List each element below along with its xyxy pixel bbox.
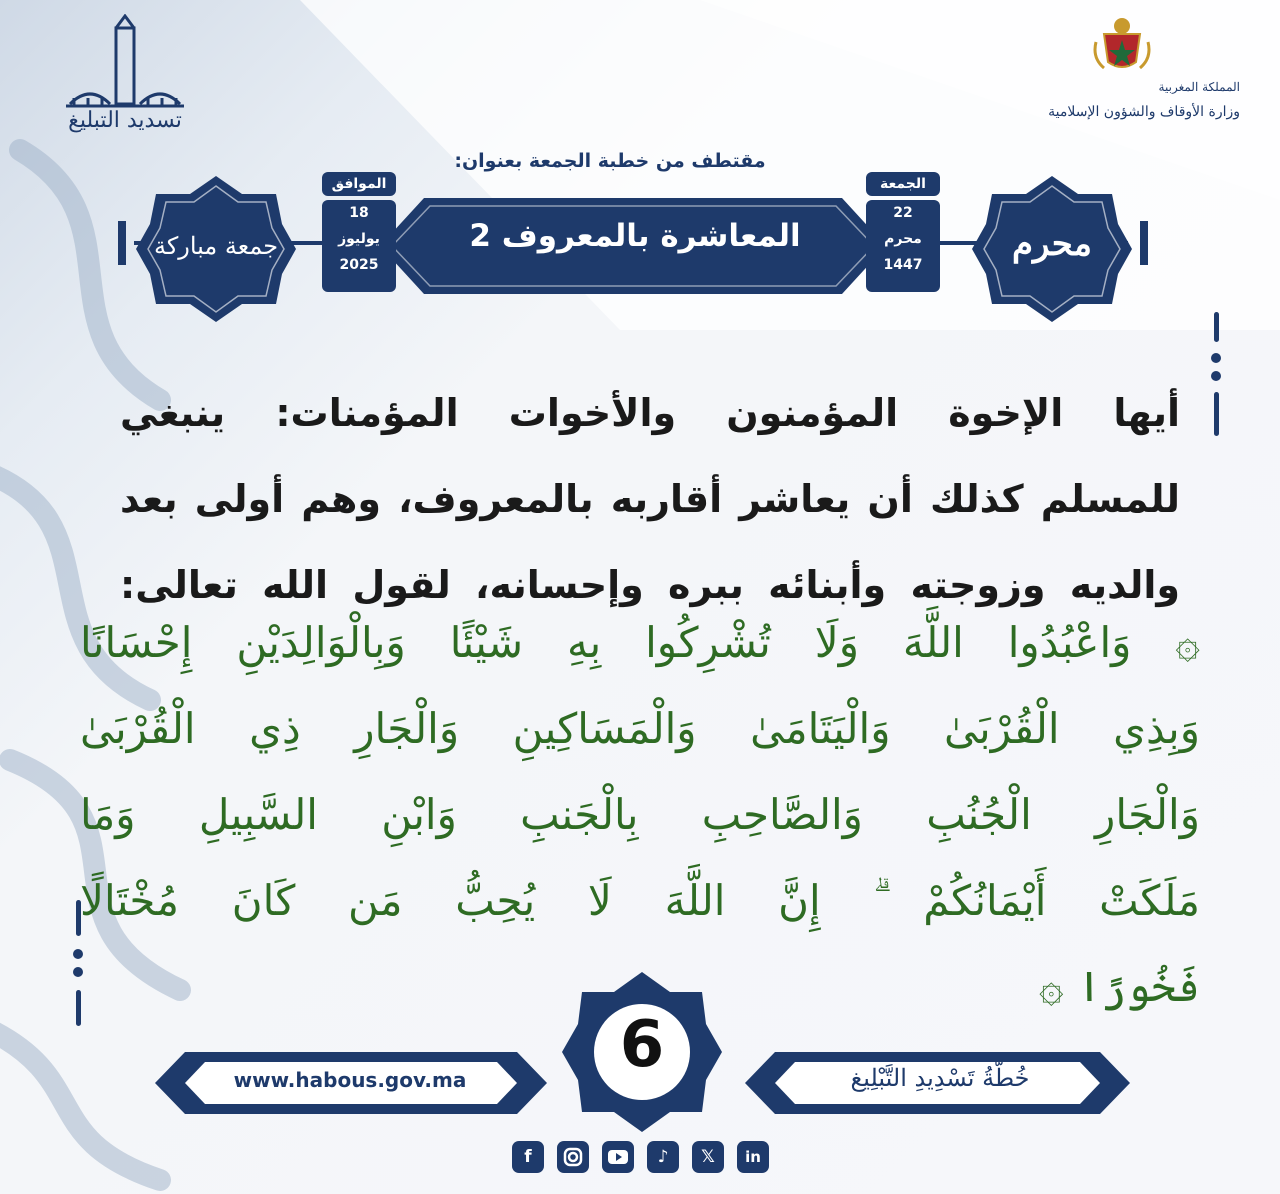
website-link[interactable]: www.habous.gov.ma bbox=[233, 1068, 467, 1092]
youtube-icon[interactable] bbox=[602, 1141, 634, 1173]
verse-line: وَالْجَارِ الْجُنُبِ وَالصَّاحِبِ بِالْجَنبِ وَابْنِ السَّبِيلِ وَمَا bbox=[80, 790, 1200, 839]
hijri-month: محرم bbox=[884, 231, 922, 247]
paragraph-line: أيها الإخوة المؤمنون والأخوات المؤمنات: ينبغي bbox=[120, 391, 1180, 435]
verse-line: وَبِذِي الْقُرْبَىٰ وَالْيَتَامَىٰ وَالْمَسَاكِينِ وَالْجَارِ ذِي الْقُرْبَىٰ bbox=[80, 704, 1200, 753]
gregorian-day: 18 bbox=[349, 205, 369, 221]
gregorian-label: الموافق bbox=[322, 172, 396, 196]
brand-name-left: تسديد التبليغ bbox=[68, 108, 182, 133]
gregorian-date bbox=[322, 200, 396, 292]
verse-line: مَلَكَتْ أَيْمَانُكُمْ ۗ إِنَّ اللَّهَ لَا يُحِبُّ مَن كَانَ مُخْتَالًا bbox=[80, 876, 1200, 925]
paragraph-line: والديه وزوجته وأبنائه ببره وإحسانه، لقول الله تعالى: bbox=[120, 563, 1180, 607]
tiktok-icon[interactable]: ♪ bbox=[647, 1141, 679, 1173]
side-bar-top bbox=[1214, 312, 1219, 342]
ministry-name: وزارة الأوقاف والشؤون الإسلامية bbox=[1048, 104, 1240, 120]
hijri-year: 1447 bbox=[883, 257, 923, 273]
verse-line: فَخُورًا ۞ bbox=[1038, 962, 1200, 1011]
side-bar-bottom bbox=[1214, 392, 1219, 436]
hijri-day: 22 bbox=[893, 205, 913, 221]
verse-line: ۞ وَاعْبُدُوا اللَّهَ وَلَا تُشْرِكُوا بِهِ شَيْئًا وَبِالْوَالِدَيْنِ إِحْسَانًا bbox=[80, 618, 1200, 667]
x-icon[interactable]: 𝕏 bbox=[692, 1141, 724, 1173]
linkedin-icon[interactable]: in bbox=[737, 1141, 769, 1173]
royal-emblem-icon bbox=[1092, 12, 1152, 74]
sermon-subtitle: مقتطف من خطبة الجمعة بعنوان: bbox=[454, 150, 766, 172]
facebook-icon[interactable]: f bbox=[512, 1141, 544, 1173]
instagram-icon[interactable] bbox=[557, 1141, 589, 1173]
quran-verse bbox=[80, 600, 1200, 1030]
plan-label: خُطَّةُ تَسْدِيدِ التَّبْلِيغ bbox=[850, 1064, 1030, 1092]
sermon-title: المعاشرة بالمعروف 2 bbox=[469, 218, 801, 254]
gregorian-month: يوليوز bbox=[338, 231, 380, 247]
medal-left-text: جمعة مباركة bbox=[153, 232, 279, 260]
side-dots-icon bbox=[1210, 350, 1222, 384]
page-number: 6 bbox=[619, 1008, 665, 1082]
hijri-label: الجمعة bbox=[866, 172, 940, 196]
ministry-country: المملكة المغربية bbox=[1158, 80, 1240, 94]
medal-right-text: محرم bbox=[1012, 224, 1092, 264]
sermon-paragraph bbox=[120, 370, 1180, 628]
paragraph-line: للمسلم كذلك أن يعاشر أقاربه بالمعروف، وهم أولى بعد bbox=[120, 477, 1180, 521]
gregorian-year: 2025 bbox=[339, 257, 379, 273]
hijri-date bbox=[866, 200, 940, 292]
